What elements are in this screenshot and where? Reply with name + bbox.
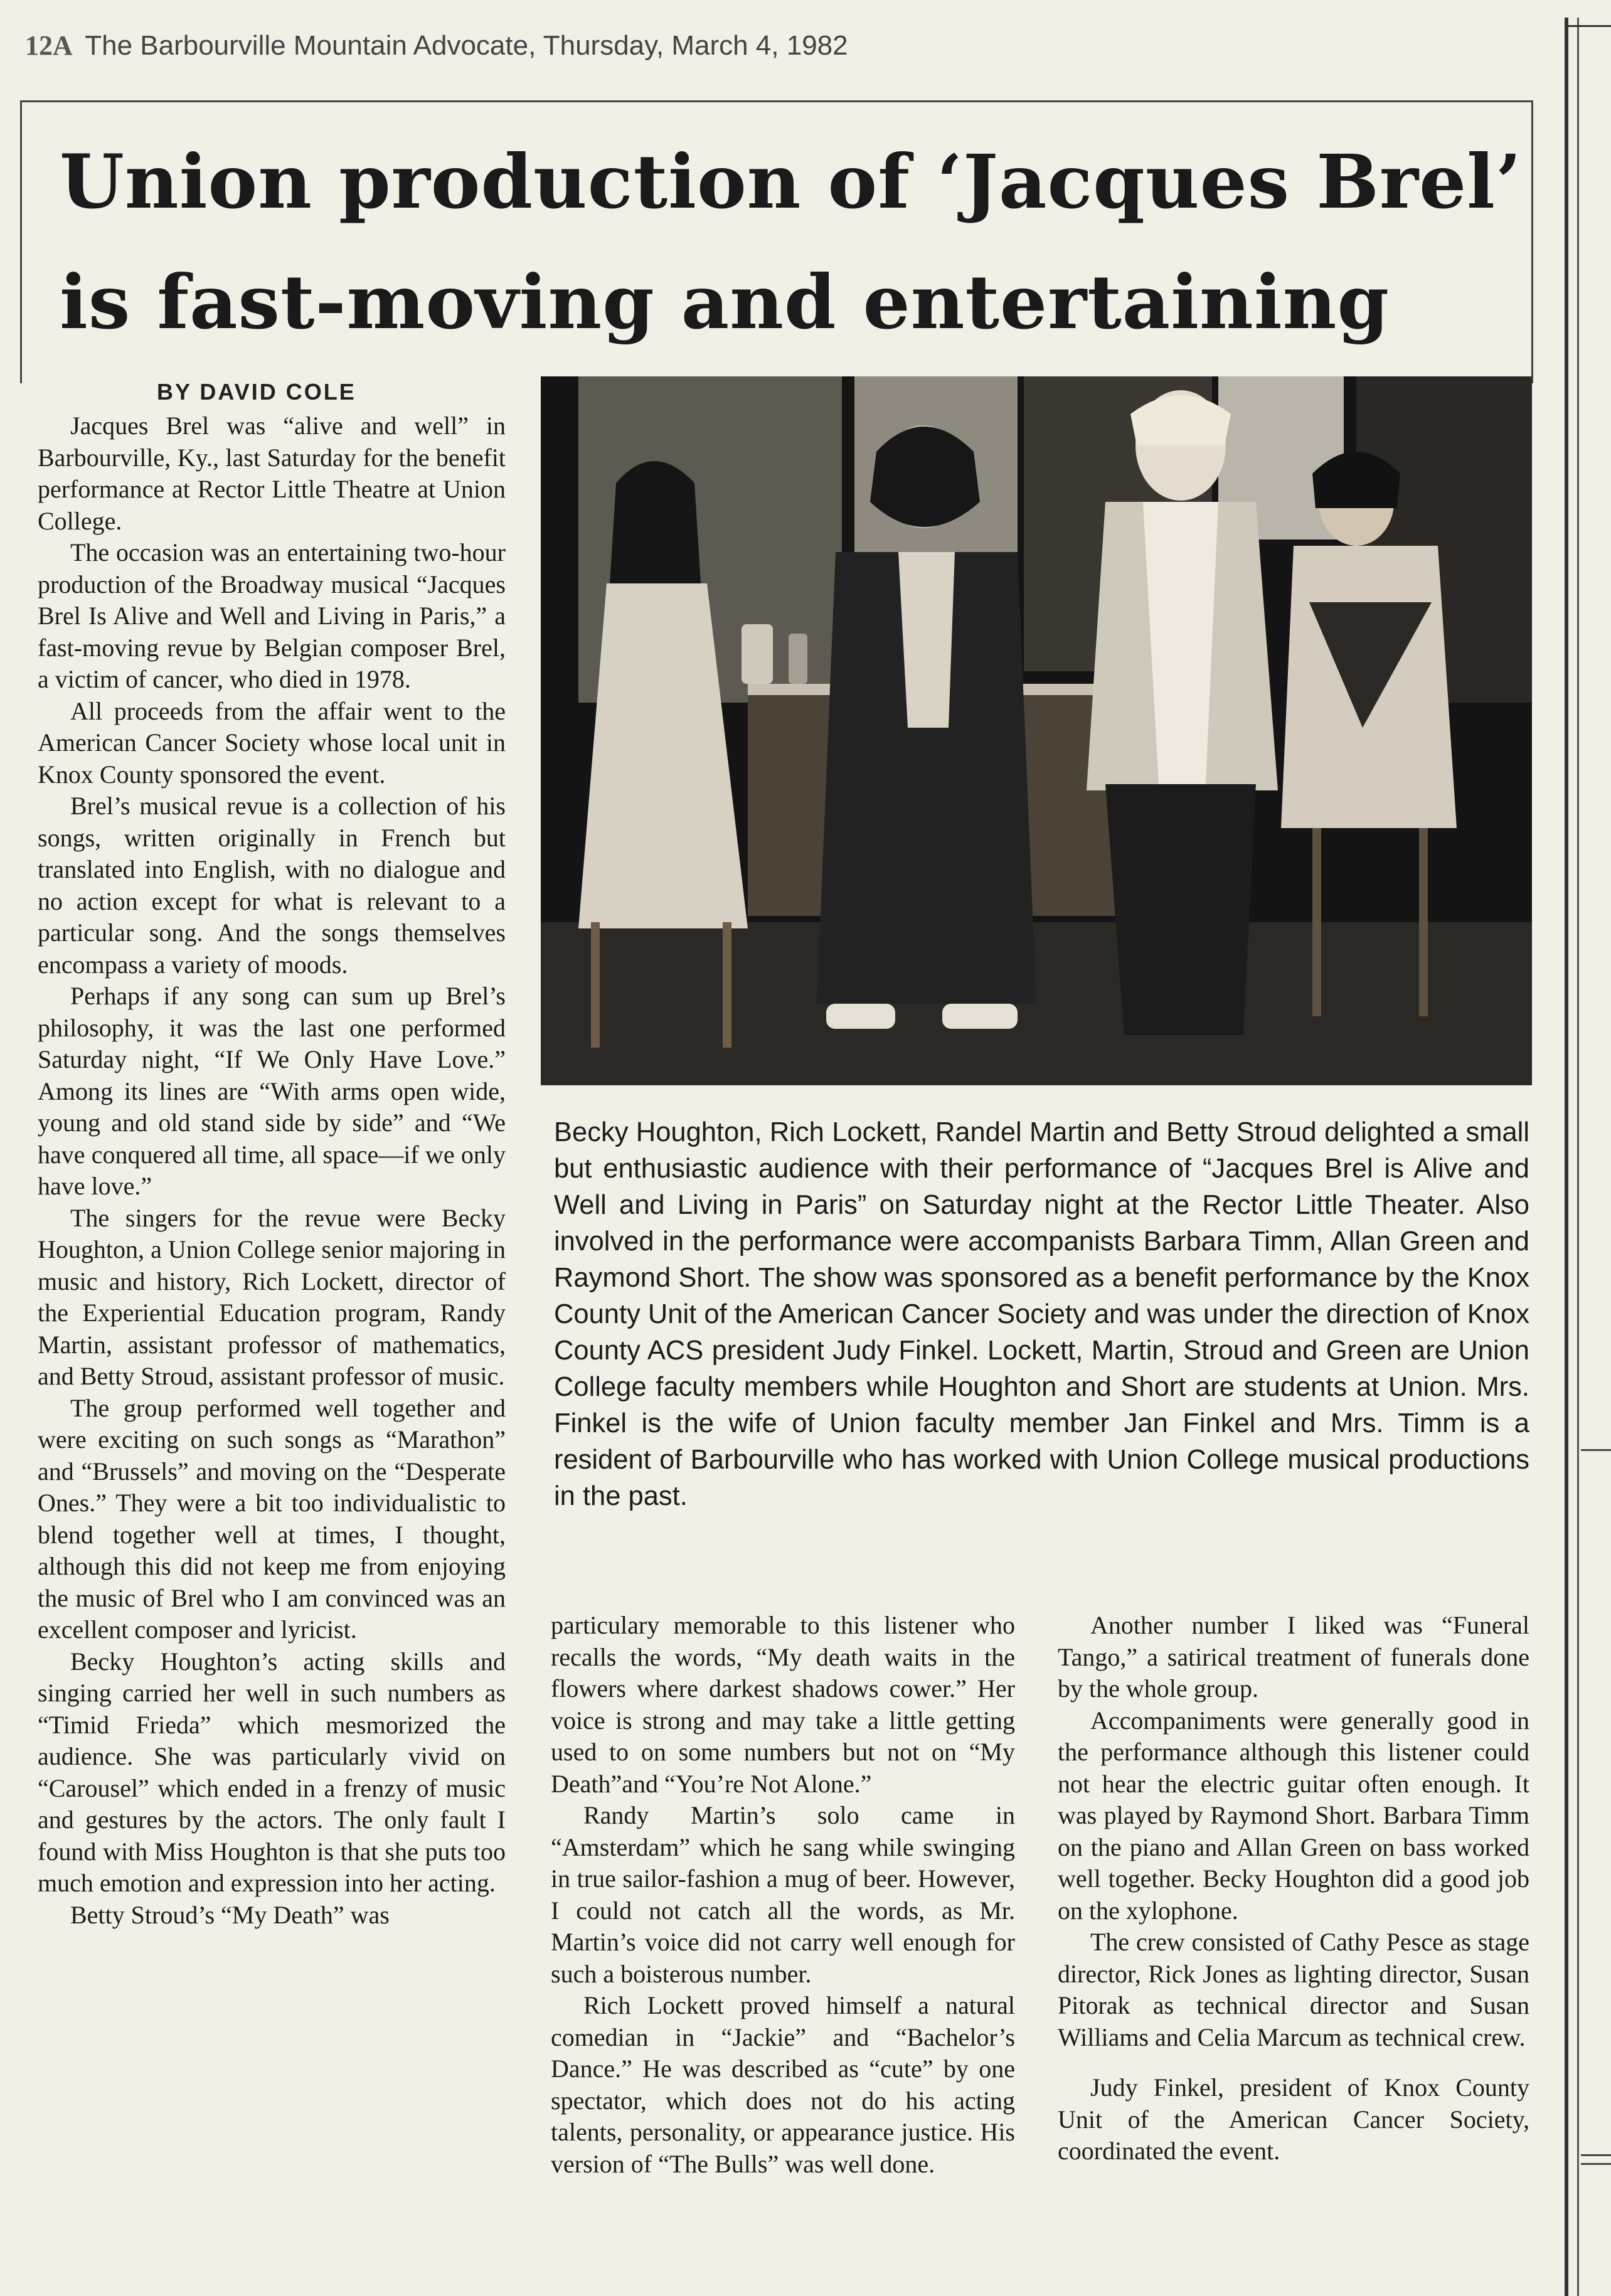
paragraph: Randy Martin’s solo came in “Amsterdam” which he sang while swinging in true sailor-fashion a mug of beer. However, I could not catch all the words, as Mr. Martin’s voice did not carry well enough for such a boisterous number. (551, 1801, 1015, 1988)
adjacent-tick (1581, 1449, 1611, 1451)
adjacent-tick (1581, 2163, 1611, 2165)
stage-photo-illustration (541, 376, 1532, 1085)
adjacent-column-rule-inner (1577, 18, 1579, 2296)
paragraph: The occasion was an entertaining two-hour production of the Broadway musical “Jacques Brel Is Alive and Well and Living in Paris,” a fast-moving revue by Belgian composer Brel, a victim of cancer, who died in 1978. (38, 538, 506, 693)
article-column-left (38, 410, 506, 1931)
paragraph: Becky Houghton’s acting skills and singing carried her well in such numbers as “Timid Frieda” which mesmorized the audience. She was particularly vivid on “Carousel” which ended in a frenzy of music and gestures by the actors. The only fault I found with Miss Houghton is that she puts too much emotion and expression into her acting. (38, 1647, 506, 1897)
photo-caption: Becky Houghton, Rich Lockett, Randel Martin and Betty Stroud delighted a small but enthusiastic audience with their performance of “Jacques Brel is Alive and Well and Living in Paris” on Saturday night at the Rector Little Theater. Also involved in the performance were accompanists Barbara Timm, Allan Green and Raymond Short. The show was sponsored as a benefit performance by the Knox County Unit of the American Cancer Society and was under the direction of Knox County ACS president Judy Finkel. Lockett, Martin, Stroud and Green are Union College faculty members while Houghton and Short are students at Union. Mrs. Finkel is the wife of Union faculty member Jan Finkel and Mrs. Timm is a resident of Barbourville who has worked with Union College musical productions in the past. (554, 1117, 1529, 1511)
paragraph: Perhaps if any song can sum up Brel’s philosophy, it was the last one performed Saturday night, “If We Only Have Love.” Among its lines are “With arms open wide, young and old stand side by side” and “We have conquered all time, all space—if we only have love.” (38, 982, 506, 1200)
paragraph: Brel’s musical revue is a collection of his songs, written originally in French but translated into English, with no dialogue and no action except for what is relevant to a particular song. And the songs themselves encompass a variety of moods. (38, 792, 506, 979)
closing-note: Judy Finkel, president of Knox County Unit of the American Cancer Society, coordinated the event. (1058, 2073, 1529, 2165)
paragraph: All proceeds from the affair went to the American Cancer Society whose local unit in Knox County sponsored the event. (38, 696, 506, 789)
paragraph: The crew consisted of Cathy Pesce as stage director, Rick Jones as lighting director, Susan Pitorak as technical director and Susan Williams and Celia Marcum as technical crew. (1058, 1928, 1529, 2051)
headline-line-2: is fast-moving and entertaining (60, 258, 1390, 346)
byline: BY DAVID COLE (157, 379, 356, 405)
stage-photo (541, 376, 1532, 1085)
page-folio (25, 24, 848, 68)
adjacent-top-rule (1565, 25, 1611, 27)
paragraph: Jacques Brel was “alive and well” in Barbourville, Ky., last Saturday for the benefit performance at Rector Little Theatre at Union College. (38, 412, 506, 535)
paragraph: The group performed well together and were exciting on such songs as “Marathon” and “Brussels” and moving on the “Desperate Ones.” They were a bit too individualistic to blend together well at times, I thought, although this did not keep me from enjoying the music of Brel who I am convinced was an excellent composer and lyricist. (38, 1393, 506, 1644)
adjacent-tick (1581, 2154, 1611, 2156)
headline-line-1: Union production of ‘Jacques Brel’ (60, 138, 1523, 225)
article-column-middle (551, 1610, 1015, 2180)
paragraph: particulary memorable to this listener who recalls the words, “My death waits in the flowers where darkest shadows cower.” Her voice is strong and may take a little getting used to on some numbers but not on “My Death”and “You’re Not Alone.” (551, 1611, 1015, 1798)
paragraph: Rich Lockett proved himself a natural comedian in “Jackie” and “Bachelor’s Dance.” He was described as “cute” by one spectator, which does not do his acting talents, personality, or appearance justice. His version of “The Bulls” was well done. (551, 1991, 1015, 2178)
paragraph: The singers for the revue were Becky Houghton, a Union College senior majoring in music and history, Rich Lockett, director of the Experiential Education program, Randy Martin, assistant professor of mathematics, and Betty Stroud, assistant professor of music. (38, 1203, 506, 1390)
paragraph: Accompaniments were generally good in the performance although this listener could not hear the electric guitar often enough. It was played by Raymond Short. Barbara Timm on the piano and Allan Green on bass worked well together. Becky Houghton did a good job on the xylophone. (1058, 1706, 1529, 1925)
paragraph: Another number I liked was “Funeral Tango,” a satirical treatment of funerals done by the whole group. (1058, 1611, 1529, 1703)
adjacent-column-rule (1565, 18, 1568, 2296)
folio-text: The Barbourville Mountain Advocate, Thursday, March 4, 1982 (85, 30, 848, 61)
paragraph: Betty Stroud’s “My Death” was (70, 1900, 390, 1929)
page-number: 12A (25, 30, 73, 61)
article-column-right (1058, 1610, 1529, 2167)
